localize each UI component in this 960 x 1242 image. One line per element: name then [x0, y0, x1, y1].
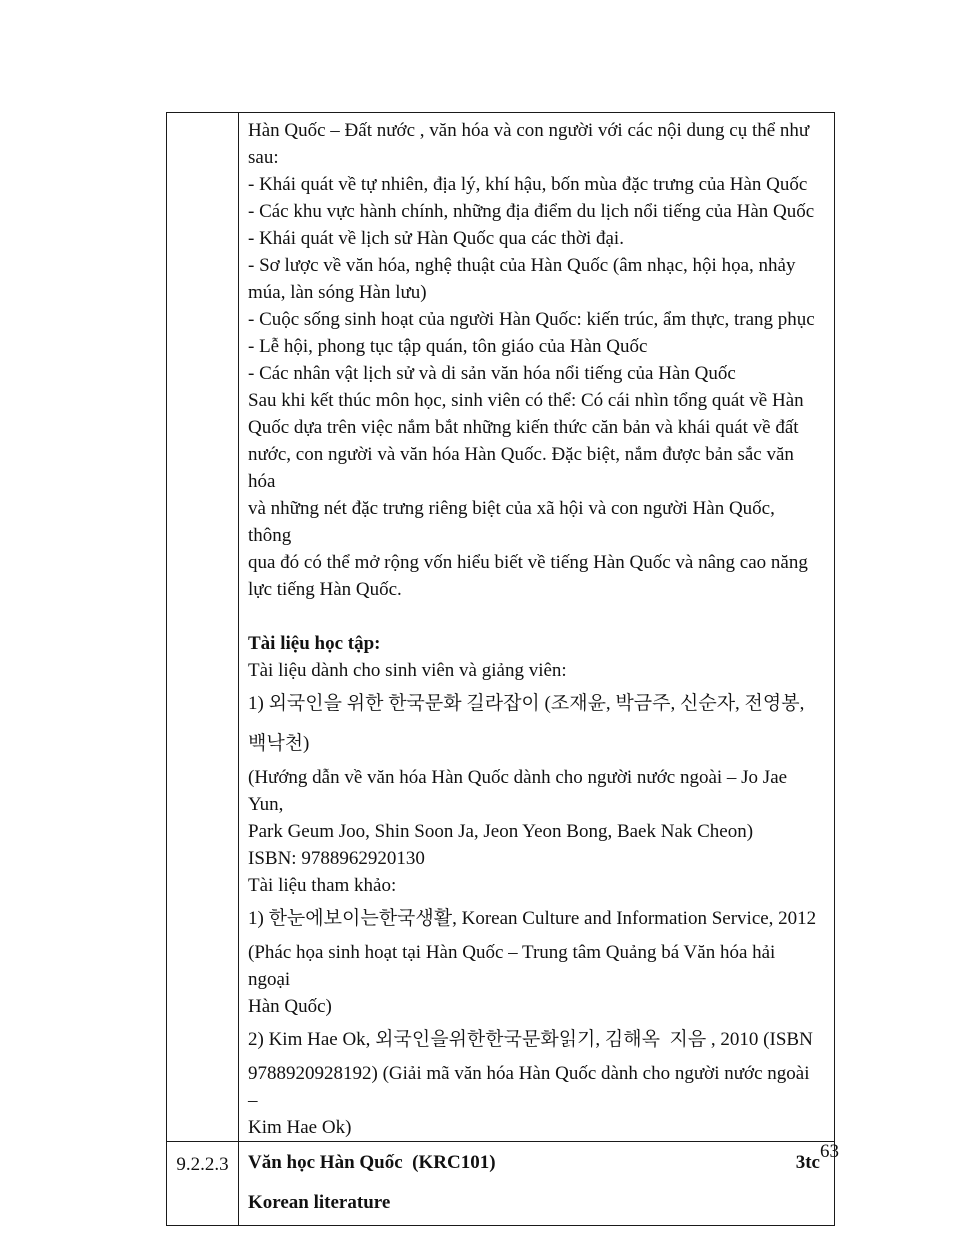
text-line: Hàn Quốc – Đất nước , văn hóa và con người với các nội dung cụ thể như	[248, 120, 810, 141]
curriculum-table	[166, 112, 835, 1226]
text-line: Tài liệu học tập:	[248, 633, 381, 654]
text-line: sau:	[248, 147, 279, 168]
text-line: và những nét đặc trưng riêng biệt của xã hội và con người Hàn Quốc, thông	[248, 498, 780, 546]
text-line: Tài liệu dành cho sinh viên và giảng viên:	[248, 660, 567, 681]
text-line: - Lễ hội, phong tục tập quán, tôn giáo của Hàn Quốc	[248, 336, 648, 357]
text-line: 9788920928192) (Giải mã văn hóa Hàn Quốc dành cho người nước ngoài –	[248, 1063, 815, 1111]
course-title-line	[248, 1149, 820, 1176]
text-line: Hàn Quốc)	[248, 996, 332, 1017]
blank-line	[248, 603, 820, 630]
page-number: 63	[820, 1141, 839, 1162]
text-line: 1) 외국인을 위한 한국문화 길라잡이 (조재윤, 박금주, 신순자, 전영봉,	[248, 693, 805, 714]
course-header-cell	[239, 1142, 834, 1225]
text-line: qua đó có thể mở rộng vốn hiểu biết về tiếng Hàn Quốc và nâng cao năng	[248, 552, 808, 573]
text-line: Kim Hae Ok)	[248, 1117, 352, 1138]
text-line: - Khái quát về tự nhiên, địa lý, khí hậu, bốn mùa đặc trưng của Hàn Quốc	[248, 174, 808, 195]
table-row-course-header	[167, 1141, 834, 1225]
text-line: Tài liệu tham khảo:	[248, 875, 397, 896]
text-line: - Cuộc sống sinh hoạt của người Hàn Quốc: kiến trúc, ẩm thực, trang phục	[248, 309, 815, 330]
text-line: - Các nhân vật lịch sử và di sản văn hóa nổi tiếng của Hàn Quốc	[248, 363, 736, 384]
text-line: - Sơ lược về văn hóa, nghệ thuật của Hàn Quốc (âm nhạc, hội họa, nhảy	[248, 255, 796, 276]
text-line: 1) 한눈에보이는한국생활, Korean Culture and Information Service, 2012	[248, 908, 817, 929]
content-lines	[239, 113, 834, 1141]
section-number: 9.2.2.3	[167, 1142, 239, 1225]
text-line: nước, con người và văn hóa Hàn Quốc. Đặc biệt, nắm được bản sắc văn hóa	[248, 444, 799, 492]
text-line: 2) Kim Hae Ok, 외국인을위한한국문화읽기, 김해옥 지음 , 2010 (ISBN	[248, 1029, 813, 1050]
text-line: ISBN: 9788962920130	[248, 848, 425, 869]
text-line: 백낙천)	[248, 733, 310, 754]
text-line: - Khái quát về lịch sử Hàn Quốc qua các thời đại.	[248, 228, 624, 249]
text-line: Sau khi kết thúc môn học, sinh viên có thể: Có cái nhìn tổng quát về Hàn	[248, 390, 804, 411]
course-title-english: Korean literature	[248, 1192, 391, 1213]
text-line: - Các khu vực hành chính, những địa điểm du lịch nổi tiếng của Hàn Quốc	[248, 201, 815, 222]
course-credits: 3tc	[795, 1152, 820, 1173]
text-line: Quốc dựa trên việc nắm bắt những kiến thức căn bản và khái quát về đất	[248, 417, 799, 438]
text-line: (Hướng dẫn về văn hóa Hàn Quốc dành cho người nước ngoài – Jo Jae Yun,	[248, 767, 792, 815]
table-row-course-description	[167, 113, 834, 1141]
course-title: Văn học Hàn Quốc (KRC101)	[248, 1152, 496, 1173]
text-line: (Phác họa sinh hoạt tại Hàn Quốc – Trung tâm Quảng bá Văn hóa hải ngoại	[248, 942, 781, 990]
index-cell-empty	[167, 113, 239, 1141]
text-line: Park Geum Joo, Shin Soon Ja, Jeon Yeon Bong, Baek Nak Cheon)	[248, 821, 754, 842]
text-line: lực tiếng Hàn Quốc.	[248, 579, 402, 600]
text-line: múa, làn sóng Hàn lưu)	[248, 282, 427, 303]
